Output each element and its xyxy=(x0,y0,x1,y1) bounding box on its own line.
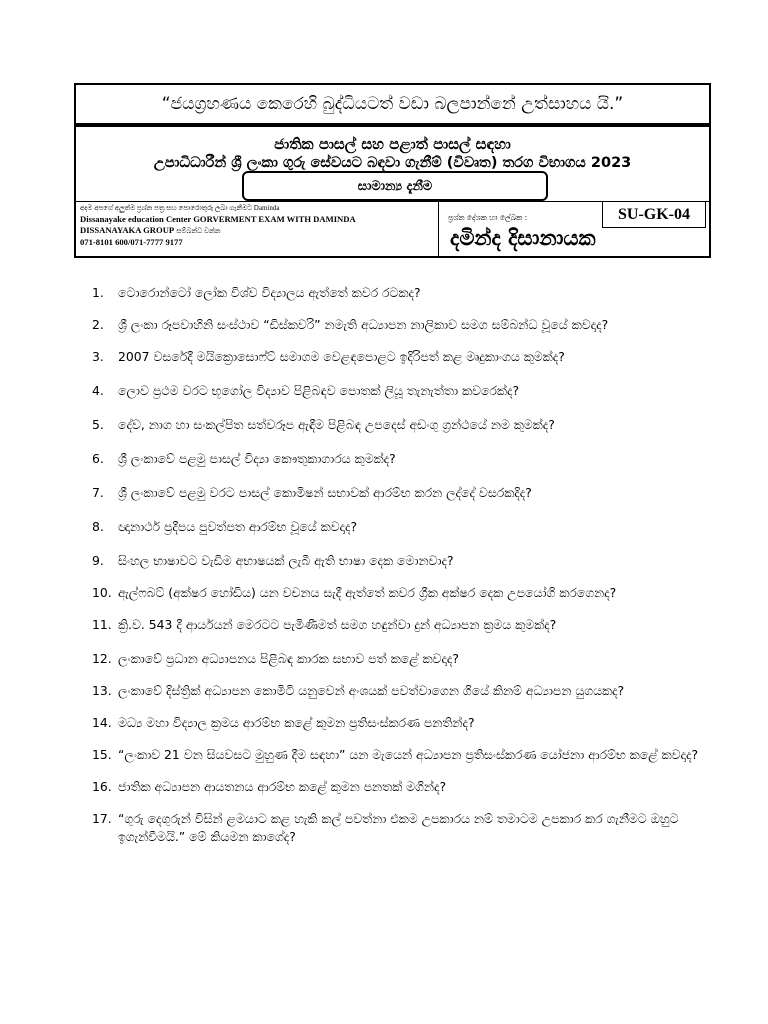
question-item xyxy=(92,316,702,334)
question-number: 8. xyxy=(92,519,104,534)
subject-label xyxy=(242,171,548,201)
question-text: ඇල්ෆබට් (අක්ෂර හෝඩිය) යන වචනය සැදී ඇත්තේ කවර ග්‍රීක අක්ෂර දෙක උපයෝගි කරගෙනද? xyxy=(118,585,617,600)
question-text: දේව, නාග හා සංකල්පිත සත්වරූප ඇඳීම පිළිබඳ උපදෙස් අඩංගු ග්‍රන්ථයේ නම කුමක්ද? xyxy=(118,417,555,432)
question-text: “ගුරු දෙගුරුන් විසින් ළමයාට කළ හැකි කල් පවත්නා එකම උපකාරය නම් තමාටම උපකාර කර ගැනීමට ඔහුට ඉගැන්වීමයි.” මේ කියමන කාගේද? xyxy=(118,811,679,844)
question-text: “ලංකාව 21 වන සියවසට මුහුණ දීම සඳහා” යන මැයෙන් අධ්‍යාපන ප්‍රතිසංස්කරණ යෝජනා ආරම්භ කළේ කවදාද? xyxy=(118,747,699,762)
question-number: 14. xyxy=(92,715,112,730)
header-divider-vertical xyxy=(438,201,439,256)
question-number: 10. xyxy=(92,585,112,600)
center-phone: 071-8101 600/071-7777 9177 xyxy=(80,237,183,247)
question-item xyxy=(92,584,702,602)
question-item xyxy=(92,616,702,634)
question-text: ක්‍රි.ව. 543 දී ආර්යයන් මෙරටට පැමිණීමත් සමග හඳුන්වා දුන් අධ්‍යාපන ක්‍රමය කුමක්ද? xyxy=(118,617,557,632)
question-text: 2007 වසරේදී මයික්‍රොසොෆ්ට් සමාගම වෙළඳපොළට ඉදිරිපත් කළ මෘදුකාංගය කුමක්ද? xyxy=(118,349,565,364)
compiled-by-label: ප්‍රශ්න දේශක හා ලේඛක : xyxy=(448,213,528,222)
question-item xyxy=(92,682,702,700)
question-number: 5. xyxy=(92,417,104,432)
question-item xyxy=(92,810,702,846)
motto-text: “ජයග්‍රහණය කෙරෙහි බුද්ධියටත් වඩා බලපාන්නේ උත්සාහය යි.” xyxy=(161,94,624,114)
center-line-1: අදම අපගේ අලුත්ම ප්‍රශ්න පත්‍ර සහ පොරොතුරු ලබා ගැනීමට Daminda xyxy=(80,204,280,212)
exam-header xyxy=(74,125,711,258)
motto-banner xyxy=(74,83,711,125)
author-name: දමින්ද දිසානායක xyxy=(450,226,596,250)
question-number: 13. xyxy=(92,683,112,698)
question-number: 12. xyxy=(92,651,112,666)
paper-code: SU-GK-04 xyxy=(618,205,690,223)
question-text: ජාතික අධ්‍යාපන ආයතනය ආරම්භ කළේ කුමන පනතක් මගින්ද? xyxy=(118,779,447,794)
center-group-name: DISSANAYAKA GROUP xyxy=(80,225,175,235)
center-group-note: සම්බන්ධ වන්න xyxy=(176,227,221,235)
question-item xyxy=(92,518,702,536)
education-center-info xyxy=(80,203,434,248)
question-number: 1. xyxy=(92,285,104,300)
question-text: ශ්‍රී ලංකා රූපවාහිනි සංස්ථාව “ඩිස්කවරි” නමැති අධ්‍යාපන නාලිකාව සමග සම්බන්ධ වූයේ කවදාද? xyxy=(118,317,609,332)
question-text: මධ්‍ය මහා විද්‍යාල ක්‍රමය ආරම්භ කළේ කුමන ප්‍රතිසංස්කරණ පනතින්ද? xyxy=(118,715,475,730)
question-text: ලංකාවේ දිස්ත්‍රික් අධ්‍යාපන කොමිටි යනුවෙන් අංශයක් පවත්වාගෙන ගියේ කිනම් අධ්‍යාපන යුගයකද? xyxy=(118,683,625,698)
center-line-3 xyxy=(80,225,434,237)
question-text: ශ්‍රී ලංකාවේ පළමු පාසල් විද්‍යා කෞතුකාගාරය කුමක්ද? xyxy=(118,451,396,466)
question-number: 4. xyxy=(92,383,104,398)
subject-text: සාමාන්‍ය දැනීම xyxy=(357,178,433,194)
question-text: සිංහල භාෂාවට වැඩිම අභාෂයක් ලැබී ඇති භාෂා දෙක මොනවාද? xyxy=(118,553,454,568)
question-number: 2. xyxy=(92,317,104,332)
question-item xyxy=(92,450,702,468)
question-list xyxy=(92,284,702,846)
question-item xyxy=(92,348,702,366)
question-text: ඥානාර්ථ ප්‍රදීපය පුවත්පත ආරම්භ වූයේ කවදාද? xyxy=(118,519,358,534)
question-number: 9. xyxy=(92,553,104,568)
question-text: ලංකාවේ ප්‍රධාන අධ්‍යාපනය පිළිබඳ කාරක සභාව පත් කළේ කවදාද? xyxy=(118,651,460,666)
question-number: 6. xyxy=(92,451,104,466)
center-line-2: Dissanayake education Center GORVERMENT EXAM WITH DAMINDA xyxy=(80,214,356,224)
question-item xyxy=(92,746,702,764)
question-item xyxy=(92,382,702,400)
question-text: ටොරොන්ටෝ ලෝක විශ්ව විද්‍යාලය ඇත්තේ කවර රටකද? xyxy=(118,285,421,300)
question-item xyxy=(92,552,702,570)
question-item xyxy=(92,650,702,668)
question-number: 7. xyxy=(92,485,104,500)
question-number: 3. xyxy=(92,349,104,364)
question-number: 16. xyxy=(92,779,112,794)
exam-title-line2: උපාධිධාරීන් ශ්‍රී ලංකා ගුරු සේවයට බඳවා ගැනීම් (විවෘත) තරග විභාගය 2023 xyxy=(153,155,632,171)
paper-code-box xyxy=(602,201,706,228)
question-item xyxy=(92,484,702,502)
question-number: 15. xyxy=(92,747,112,762)
question-text: ශ්‍රී ලංකාවේ පළමු වරට පාසල් කොමිෂන් සභාවක් ආරම්භ කරන ලද්දේ වසරකදිද? xyxy=(118,485,532,500)
question-number: 17. xyxy=(92,811,112,826)
exam-title-line1: ජාතික පාසල් සහ පළාත් පාසල් සඳහා xyxy=(274,135,511,153)
question-item xyxy=(92,284,702,302)
question-text: ලොව ප්‍රථම වරට භූගෝල විද්‍යාව පිළිබඳව පොතක් ලියූ තැනැත්තා කවරෙක්ද? xyxy=(118,383,520,398)
question-item xyxy=(92,778,702,796)
question-item xyxy=(92,416,702,434)
question-item xyxy=(92,714,702,732)
question-number: 11. xyxy=(92,617,112,632)
